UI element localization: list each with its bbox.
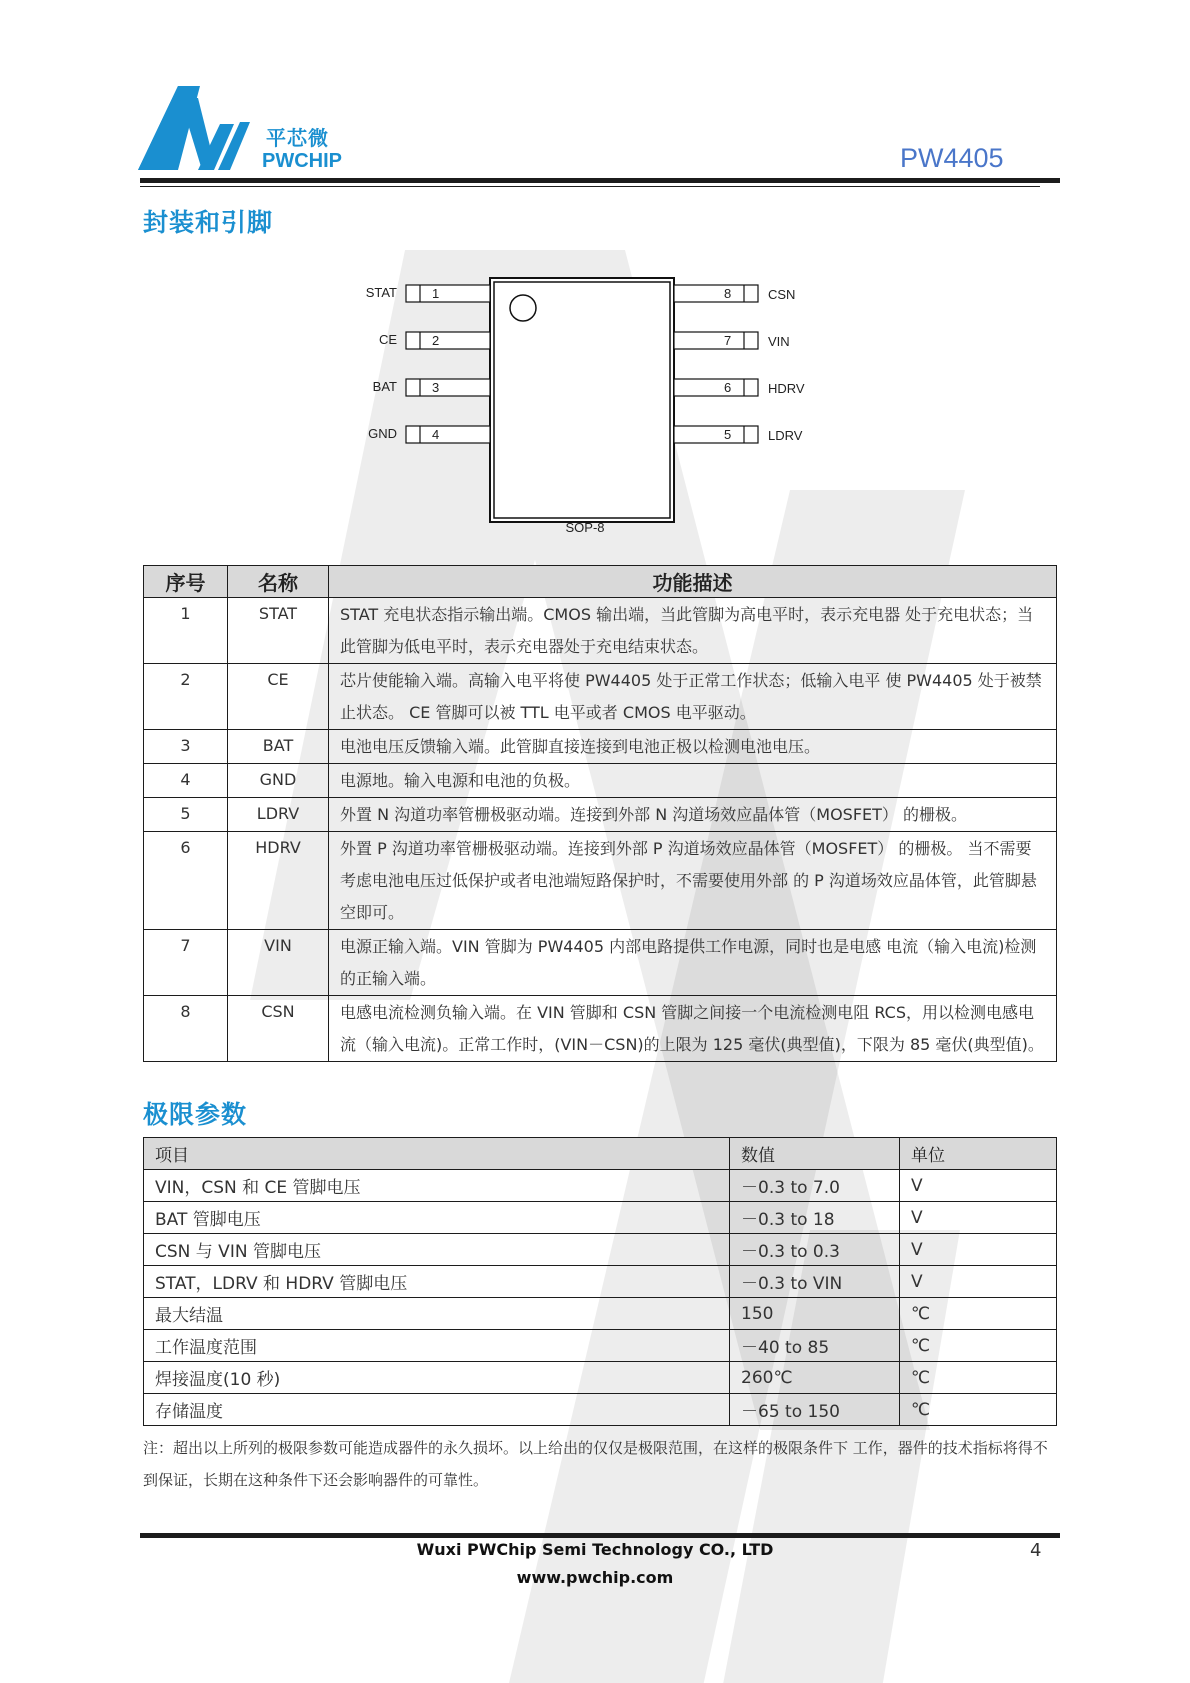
pin-function-table [143,565,1057,1062]
table-row [144,730,1057,764]
package-label: SOP-8 [565,520,605,535]
pin-name-label: HDRV [768,381,805,396]
table-row [144,1234,1057,1266]
header-item: 项目 [144,1138,730,1170]
table-row [144,598,1057,664]
table-row [144,1330,1057,1362]
table-row [144,764,1057,798]
table-row [144,664,1057,730]
part-number: PW4405 [900,143,1004,173]
param-unit-cell: V [900,1170,1057,1202]
table-row [144,996,1057,1062]
table-row [144,1298,1057,1330]
param-value-cell: 150 [730,1298,900,1330]
abs-max-note: 注：超出以上所列的极限参数可能造成器件的永久损坏。以上给出的仅仅是极限范围，在这样的极限条件下 工作，器件的技术指标将得不到保证，长期在这种条件下还会影响器件的可靠性。 [143,1439,1048,1489]
header-value: 数值 [730,1138,900,1170]
pin-description-cell: STAT 充电状态指示输出端。CMOS 输出端，当此管脚为高电平时，表示充电器 处于充电状态；当此管脚为低电平时，表示充电器处于充电结束状态。 [329,598,1057,664]
pin-name-label: BAT [372,379,397,394]
table-row [144,930,1057,996]
pin-description-cell: 电池电压反馈输入端。此管脚直接连接到电池正极以检测电池电压。 [329,730,1057,764]
table-header-row [144,566,1057,598]
pin-description-cell: 电源正输入端。VIN 管脚为 PW4405 内部电路提供工作电源，同时也是电感 电流（输入电流)检测的正输入端。 [329,930,1057,996]
section-title-pinout: 封装和引脚 [143,208,274,237]
pin-description-cell: 芯片使能输入端。高输入电平将使 PW4405 处于正常工作状态；低输入电平 使 PW4405 处于被禁止状态。 CE 管脚可以被 TTL 电平或者 CMOS 电平驱动。 [329,664,1057,730]
pin-number-label: 3 [432,380,440,395]
param-value-cell: －0.3 to 0.3 [730,1234,900,1266]
pin-name-label: STAT [365,285,397,300]
section-title-abs-max: 极限参数 [143,1100,248,1129]
pin-4-left [368,426,490,443]
right-pins [674,285,805,443]
header-rule-thick [140,178,1060,183]
param-value-cell: －65 to 150 [730,1394,900,1426]
param-unit-cell: V [900,1266,1057,1298]
param-item-cell: 焊接温度(10 秒) [144,1362,730,1394]
pin-2-left [379,332,490,349]
pin-number-cell: 8 [144,996,228,1062]
pin-name-label: CSN [768,287,796,302]
param-unit-cell: ℃ [900,1330,1057,1362]
param-unit-cell: V [900,1202,1057,1234]
pin-name-cell: VIN [228,930,329,996]
pin-number-cell: 2 [144,664,228,730]
pin-number-cell: 4 [144,764,228,798]
pin-5-right [674,426,803,443]
param-item-cell: VIN，CSN 和 CE 管脚电压 [144,1170,730,1202]
pin-number-cell: 3 [144,730,228,764]
param-value-cell: －40 to 85 [730,1330,900,1362]
pin-description-cell: 电源地。输入电源和电池的负极。 [329,764,1057,798]
table-row [144,1394,1057,1426]
param-value-cell: 260℃ [730,1362,900,1394]
param-unit-cell: ℃ [900,1298,1057,1330]
footer-rule [140,1533,1060,1538]
pin-number-label: 2 [432,333,440,348]
pin-name-cell: CE [228,664,329,730]
param-item-cell: 最大结温 [144,1298,730,1330]
pin-number-label: 8 [724,286,732,301]
logo-english-name: PWCHIP [262,150,342,172]
pin-8-right [674,285,795,302]
pin-name-label: LDRV [768,428,803,443]
pin-number-label: 1 [432,286,440,301]
header-rule-thin [140,186,1040,187]
table-row [144,1202,1057,1234]
param-value-cell: －0.3 to 18 [730,1202,900,1234]
table-row [144,1170,1057,1202]
pin-name-label: VIN [768,334,790,349]
pin-number-label: 4 [432,427,440,442]
header-number: 序号 [144,566,228,598]
left-pins [366,285,490,443]
param-value-cell: －0.3 to 7.0 [730,1170,900,1202]
pin-number-label: 6 [724,380,732,395]
param-item-cell: 工作温度范围 [144,1330,730,1362]
pin-3-left [373,379,490,396]
sop8-package-diagram [365,270,805,540]
param-item-cell: CSN 与 VIN 管脚电压 [144,1234,730,1266]
footer-website: www.pwchip.com [516,1568,674,1587]
table-row [144,1266,1057,1298]
pin-name-cell: GND [228,764,329,798]
pin-number-cell: 1 [144,598,228,664]
param-item-cell: 存储温度 [144,1394,730,1426]
param-unit-cell: V [900,1234,1057,1266]
param-unit-cell: ℃ [900,1394,1057,1426]
param-item-cell: BAT 管脚电压 [144,1202,730,1234]
param-value-cell: －0.3 to VIN [730,1266,900,1298]
pin-name-label: CE [378,332,397,347]
table-row [144,1362,1057,1394]
param-item-cell: STAT，LDRV 和 HDRV 管脚电压 [144,1266,730,1298]
pin-name-label: GND [368,426,397,441]
pin-number-cell: 5 [144,798,228,832]
header-unit: 单位 [900,1138,1057,1170]
pin-name-cell: LDRV [228,798,329,832]
pin-number-label: 7 [724,333,732,348]
pin-7-right [674,332,790,349]
pin-description-cell: 外置 P 沟道功率管栅极驱动端。连接到外部 P 沟道场效应晶体管（MOSFET） 的栅极。 当不需要考虑电池电压过低保护或者电池端短路保护时，不需要使用外部 的 P 沟道场效应晶体管，此管脚悬空即可。 [329,832,1057,930]
table-header-row [144,1138,1057,1170]
param-unit-cell: ℃ [900,1362,1057,1394]
page-number: 4 [1030,1540,1042,1561]
table-row [144,798,1057,832]
pin-name-cell: STAT [228,598,329,664]
pin-number-cell: 7 [144,930,228,996]
header-name: 名称 [228,566,329,598]
table-row [144,832,1057,930]
abs-max-table [143,1137,1057,1426]
header-description: 功能描述 [329,566,1057,598]
pin-description-cell: 电感电流检测负输入端。在 VIN 管脚和 CSN 管脚之间接一个电流检测电阻 RCS，用以检测电感电流（输入电流)。正常工作时，(VIN－CSN)的上限为 125 毫伏(典型值)，下限为 85 毫伏(典型值)。 [329,996,1057,1062]
pin-number-label: 5 [724,427,732,442]
pin-name-cell: CSN [228,996,329,1062]
pwchip-logo-icon [138,86,250,172]
pin-number-cell: 6 [144,832,228,930]
pin-1-left [366,285,490,302]
footer-company: Wuxi PWChip Semi Technology CO., LTD [416,1540,774,1559]
logo-chinese-name: 平芯微 [266,126,329,150]
pin-name-cell: HDRV [228,832,329,930]
pin-name-cell: BAT [228,730,329,764]
pin-6-right [674,379,805,396]
pin-description-cell: 外置 N 沟道功率管栅极驱动端。连接到外部 N 沟道场效应晶体管（MOSFET） 的栅极。 [329,798,1057,832]
